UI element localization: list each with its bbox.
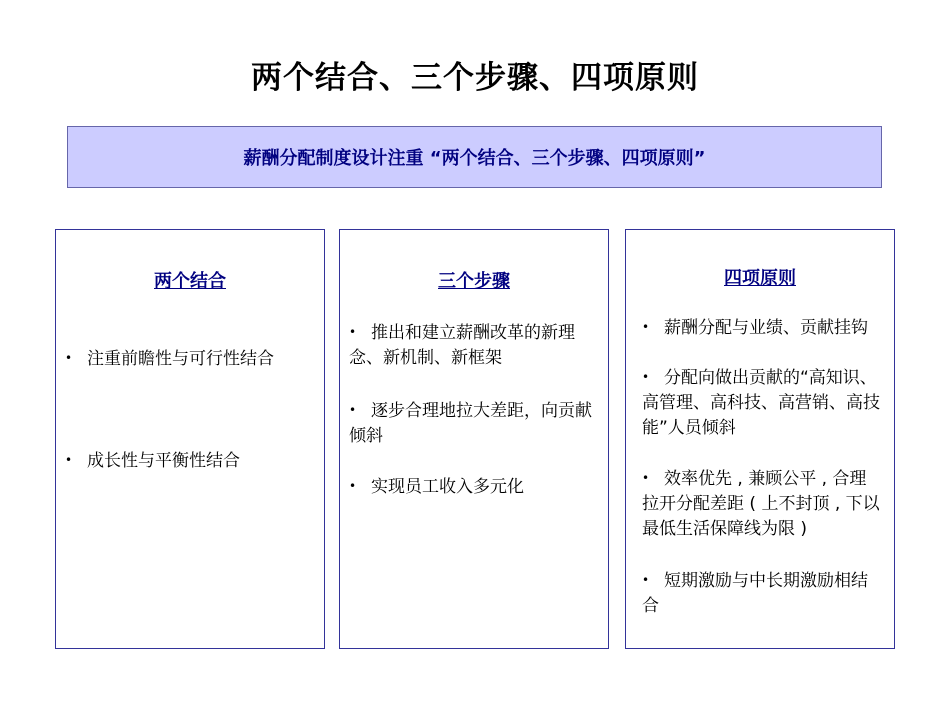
bullet-icon: • [349,325,357,339]
bullet-icon: • [642,573,650,587]
list-item-text: 实现员工收入多元化 [371,477,524,497]
list-item-text: 分配向做出贡献的“高知识、高管理、高科技、高营销、高技能”人员倾斜 [642,368,880,438]
bullet-icon: • [349,403,357,417]
page-title: 两个结合、三个步骤、四项原则 [251,60,699,96]
column-three-steps [339,229,609,649]
list-item [65,346,315,372]
bullet-icon: • [642,471,650,485]
column-two-combinations [55,229,325,649]
list-item [642,365,882,441]
list-item [642,568,882,619]
list-item [349,320,599,371]
list-item-text: 推出和建立薪酬改革的新理念、新机制、新框架 [349,323,575,368]
list-item [349,398,599,449]
list-item [65,448,315,474]
bullet-icon: • [65,351,73,365]
bullet-icon: • [65,453,73,467]
bullet-icon: • [642,320,650,334]
list-item-text: 短期激励与中长期激励相结合 [642,571,868,616]
column-heading: 三个步骤 [438,271,510,292]
bullet-icon: • [642,370,650,384]
banner-text: 薪酬分配制度设计注重 “两个结合、三个步骤、四项原则” [243,148,706,169]
list-item [642,466,882,542]
list-item-text: 效率优先 , 兼顾公平 , 合理拉开分配差距 ( 上不封顶 , 下以最低生活保障线为限 ) [642,469,880,539]
list-item-text: 注重前瞻性与可行性结合 [87,349,274,369]
summary-banner [67,126,882,188]
column-heading: 两个结合 [154,271,226,292]
column-four-principles [625,229,895,649]
list-item-text: 逐步合理地拉大差距，向贡献倾斜 [349,401,592,446]
list-item-text: 薪酬分配与业绩、贡献挂钩 [664,318,868,338]
column-heading: 四项原则 [724,268,796,289]
list-item [642,315,882,341]
list-item-text: 成长性与平衡性结合 [87,451,240,471]
bullet-icon: • [349,479,357,493]
list-item [349,474,599,500]
